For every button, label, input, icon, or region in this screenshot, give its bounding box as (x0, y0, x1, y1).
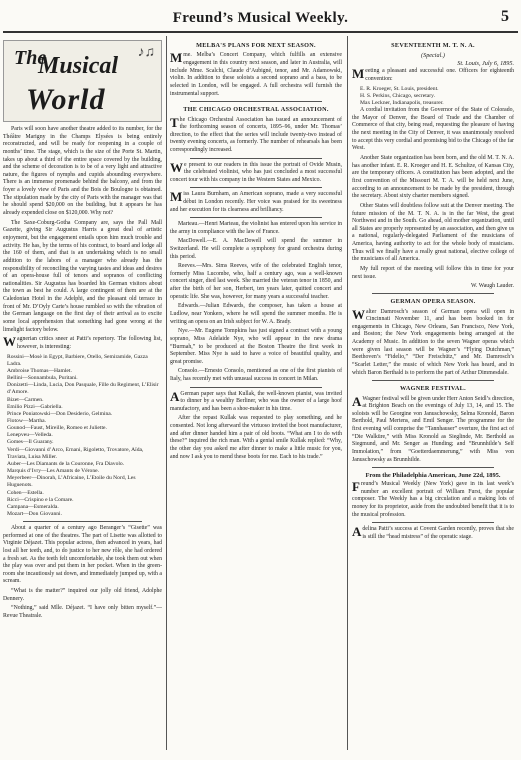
paragraph-mtna-meeting: Meeting a pleasant and successful one. Officers for eighteenth convention: (352, 66, 514, 83)
signature: W. Waugh Lauder. (470, 283, 514, 290)
divider (190, 217, 322, 218)
column-divider-1 (166, 36, 167, 750)
section-title-melba: MELBA'S PLANS FOR NEXT SEASON. (196, 42, 316, 49)
paragraph-kullak: AGerman paper says that Kullak, the well-known pianist, was invited to dinner by a wealthy Berliner, who was the owner of a large hoof manufactory, and has been a shoe-maker in his time. (170, 388, 342, 412)
divider (372, 380, 494, 381)
list-item: Ambroise Thomas—Hamlet. (7, 367, 72, 374)
list-item: Prince Poniatowski—Don Desiderio, Gelmina. (7, 410, 113, 417)
paragraph-nye: Nye.—Mr. Eugene Tompkins has just signed a contract with a young soprano, Miss Adelaide Nye, who will appear in the new drama “Burmah,” to be produced at the Boston Theatre the first week in September. Miss Nye is said to have a voice of beautiful quality, and great promise. (170, 328, 342, 365)
list-item: Rossini—Mosè in Egypt, Barbiere, Otello, Semiramide, Gazza Ladra. (7, 353, 148, 367)
music-notes-icon: ♪♫ (137, 45, 155, 60)
list-item: Auber—Les Diamants de la Couronne, Fra Diavolo. (7, 460, 125, 467)
paragraph-melba: Mme. Melba’s Concert Company, which fulfills an extensive engagement in this country next season, and later in Australia, will include Mme. Scalchi, Claude d’Aubigné, tenor, and Mr. Adamowski, violin. In addition to these soloists a second soprano and a bass, to be selected in London, will be engaged. A full orchestra will furnish the instrumental support. (170, 50, 342, 97)
section-title-mtna: SEVENTEENTH M. T. N. A. (391, 42, 475, 49)
musical-world-masthead (3, 40, 162, 122)
paragraph-wagner: AWagner festival will be given under Herr Anton Seidl’s direction, at Brighton Beach on the evenings of July 13, 14, and 15. The soloists will be Georgine von Januschowsky, Selma Kronold, Baron Berthold, Paul Mertens, and Emil Senger. The programme for the first evening will comprise the “Tannhauser” overture, the first act of “Die Walküre,” with Miss Kronold as Sieglinde, Mr. Berthold as Siegmund, and Mr. Senger as Hunding; and “Brunnhilde’s Self Immolation,” from “Goetterdaemmerung,” with Miss von Januschowsky as Brunnhilde. (352, 393, 514, 463)
paragraph-report: My full report of the meeting will follow this in time for your next issue. (352, 266, 514, 280)
paragraph-dejazet: About a quarter of a century ago Beranger’s “Gisette” was performed at one of the theatres. The part of Lisette was allotted to Virginie Déjazet. This popular actress, then advanced in years, had lost all her teeth, and, to do justice to her new rôle, she had ordered a fresh set. As the teeth felt uncomfortable, she took them out when the play was over and put them in her pocket. When in the green-room she incautiously sat down, and immediately jumped up, with a scream. (3, 524, 162, 585)
paragraph-freund-weekly: Freund’s Musical Weekly (New York) gave in its last week’s number an excellent portrait of William Furst, the popular composer. The Weekly has a big circulation and a making lots of money for its proprietor, aside from the undoubted benefit that it is to the musical profession. (352, 479, 514, 518)
paragraph-dejazet-answer: “Nothing,” said Mlle. Déjazet. “I have only bitten myself.”—Revue Theatrale. (3, 605, 162, 620)
divider (190, 187, 322, 188)
masthead-world: World (26, 83, 106, 116)
list-item: Gounod—Faust, Mireille, Romeo et Juliette. (7, 425, 107, 432)
paragraph-marigny: Paris will soon have another theatre added to its number, for the Théâtre Marigny in the Champs Elysées is being entirely reconstructed, and will be ready for reopening in a couple of months’ time. The stage, which is the size of the Porte St. Martin, takes up about a third of the entire space covered by the building, and the scheme of decoration is to be of a very light and attractive nature, the figures of nymphs and cupids abounding everywhere. There is an immense promenade behind the balcony, and from the foyer a lovely view of Paris and the Bois de Boulogne is obtained. The stipulation made by the city of Paris with the manager was that he should spend $20,000 on the building, but it appears he has already expended close on $120,000. Why not? (3, 126, 162, 217)
paragraph-saxe-coburg: The Saxe-Coburg-Gotha Company are, says the Pall Mall Gazette, giving Sir Augustus Harris a great deal of artistic enjoyment, but the engagement entails upon him much trouble and activity. He has, by the terms of his contract, to board and lodge all the 160 of them, and that is an undertaking which is no small addition to the labors of a manager who already has the responsibility of reconciling the varying tastes and ideas and desires of an opera-house full of tenors and sopranos of conflicting nationalities. Sir Augustus has boarded his German visitors about the town as best he could. A large contingent of them are at the Caledonian Hotel in the Adelphi, and the pleasant old terrace in front of Mr. D’Oyly Carte’s house rumbled so with the vibration of the German language on the first day of their arrival as to excite some local apprehension that something had gone wrong at the limelight factory below. (3, 219, 162, 333)
paragraph-marteau: Marteau.—Henri Marteau, the violinist has entered upon his service in the army in compliance with the law of France. (170, 220, 342, 235)
paragraph-damrosch: Walter Damrosch’s season of German opera will open in Cincinnati November 11, and has been booked in for engagements in Chicago, New Orleans, San Francisco, New York, and Boston; the New York engagements being arranged at the Academy of Music. In addition to the seven Wagner operas which were given last season will be Wagner’s “Flying Dutchman,” Beethoven’s “Fidelio,” “Der Freischütz,” and Mr. Damrosch’s “Scarlet Letter,” the music of which New York has heard, and in which Baron Berthald is to perform the part of Arthur Dimmesdale. (352, 306, 514, 376)
paragraph-consolo: Consolo.—Ernesto Consolo, mentioned as one of the first pianists of Italy, has recently met with unusual success in concert in Milan. (170, 368, 342, 383)
list-item: Verdi—Giovanni d’Arco, Ernani, Rigoletto, Trovatore, Aïda, Traviata, Luisa Miller. (7, 446, 144, 460)
page-header-title: Freund’s Musical Weekly. (172, 10, 349, 26)
list-item: Mozart—Don Giovanni. (7, 511, 62, 518)
list-item: Marquis d’Ivry—Les Amants de Vérone. (7, 468, 100, 475)
paragraph-patti-repertory: Wagnerian critics sneer at Patti’s repertory. The following list, however, is interesting: (3, 334, 162, 350)
list-item: Bellini—Sonnambula, Puritani. (7, 375, 78, 382)
paragraph-dejazet-question: “What is the matter?” inquired our jolly old friend, Adolphe Dennery. (3, 588, 162, 602)
divider (372, 467, 494, 468)
page-number: 5 (501, 8, 509, 25)
dateline: St. Louis, July 6, 1895. (457, 60, 514, 68)
list-item: Bizet—Carmen. (7, 396, 44, 403)
officer-item: Max Leckner, Indianapolis, treasurer. (360, 100, 444, 107)
list-item: Campana—Esmeralda. (7, 503, 59, 510)
paragraph-kullak-boots: After the repast Kullak was requested to play something, and he consented. Not long afterward the virtuoso invited the boot manufacturer, and after dinner handed him a pair of old boots. “What am I to do with these?” inquired the rich man. With a genial smile Kullak replied: “Why, the other day you asked me after dinner to make a little music for you, and now I ask you to mend these boots for me. Each to his trade.” (170, 415, 342, 460)
officer-item: H. S. Perkins, Chicago, secretary. (360, 92, 435, 99)
column-middle (170, 38, 342, 750)
paragraph-burnham: Miss Laura Burnham, an American soprano, made a very successful début in London recently. Her voice was praised for its sweetness and her execution for its clearness and brilliancy. (170, 189, 342, 213)
column-right (352, 38, 514, 750)
paragraph-missouri: Another State organization has been born, and the old M. T. N. A. has another infant. E. R. Kroeger and H. E. Schultze, of Kansas City, are the temporary officers. A constitution has been adopted, and the first convention of the Missouri M. T. A. will be held next June, according to an announcement to be made by the president, through the secretary. About sixty charter members signed. (352, 155, 514, 200)
section-title-chicago: THE CHICAGO ORCHESTRAL ASSOCIATION. (183, 106, 329, 114)
masthead-musical: Musical (38, 53, 119, 79)
divider (372, 522, 494, 523)
paragraph-denver: A cordial invitation from the Governor of the State of Colorado, the Mayor of Denver, the Board of Trade and the Chamber of Commerce of that city, being read, requesting the pleasure of having the next meeting in the City of Denver, it was unanimously resolved to accept this very cordial and promising bid to the Chicago of the far West. (352, 107, 514, 152)
list-item: Emilio Pizzi—Gabriella. (7, 403, 63, 410)
column-left (3, 38, 162, 750)
divider (190, 387, 322, 388)
paragraph-reeves: Reeves.—Mrs. Sims Reeves, wife of the celebrated English tenor, formerly Miss Lucombe, who, half a century ago, was a well-known concert singer, died last week. She married the veteran tenor in 1850, and after the birth of her son, Herbert, ten years later, quitted concert and operatic life. She was, however, for many years a successful teacher. (170, 263, 342, 300)
paragraph-macdowell: MacDowell.—E. A. MacDowell will spend the summer in Switzerland. He will complete a symphony for grand orchestra during this period. (170, 238, 342, 260)
paragraph-patti: Adelina Patti’s success at Covent Garden recently, proves that she is still the “head mistress” of the operatic stage. (352, 524, 514, 540)
list-item: Flotow—Martha. (7, 417, 46, 424)
divider (372, 293, 494, 294)
list-item: Lenepveu—Velleda. (7, 432, 53, 439)
section-title-philadelphia: From the Philadelphia American, June 22d, 1895. (365, 472, 501, 480)
divider (190, 101, 322, 102)
list-item: Gomes—Il Guarany. (7, 439, 54, 446)
divider (190, 158, 322, 159)
paragraph-future: Other States will doubtless follow suit at the Denver meeting. The future mission of the M. T. N. A. is in the far West, the great Northwest and in the South. Go ahead, old mother organization, until all States are properly represented by an association, and then give us a national, regularly-delegated Parliament of the musicians of America, having authority to act for the whole body of musicians. Thus will we finally have a really great national, elective college of the musicians of all America. (352, 202, 514, 263)
section-title-wagner: WAGNER FESTIVAL. (400, 385, 466, 393)
officer-item: E. R. Kroeger, St. Louis, president. (360, 85, 439, 92)
column-divider-2 (347, 36, 348, 750)
patti-repertory-list (3, 354, 162, 519)
section-title-german-opera: GERMAN OPERA SEASON. (390, 298, 476, 306)
special-label: (Special.) (421, 52, 445, 60)
list-item: Donizetti—Linda, Lucia, Don Pasquale, Fille du Regiment, L’Elisir d’Amore. (7, 382, 159, 396)
paragraph-chicago: The Chicago Orchestral Association has issued an announcement of the forthcoming season of concerts, 1895–96, under Mr. Thomas’ direction, to the effect that the series will include twenty-two instead of twenty evening concerts, as formerly. The number of rehearsals has been correspondingly increased. (170, 114, 342, 154)
masthead-the: The (14, 47, 47, 69)
paragraph-musin: We present to our readers in this issue the portrait of Ovide Musin, the celebrated violinist, who has just concluded a most successful concert tour with his company in the Western States and Mexico. (170, 159, 342, 183)
list-item: Ricci—Crispino e la Comare. (7, 496, 74, 503)
paragraph-edwards: Edwards.—Julian Edwards, the composer, has taken a house at Ludlow, near Yonkers, where he will spend the summer months. He is writing an opera on an Irish subject for W. A. Brady. (170, 303, 342, 325)
header-rule (3, 31, 518, 33)
divider (23, 521, 142, 522)
list-item: Cohen—Estella. (7, 489, 44, 496)
list-item: Meyerbeer—Dinorah, L’Africaine, L’Etoile du Nord, Les Huguenots. (7, 475, 136, 489)
